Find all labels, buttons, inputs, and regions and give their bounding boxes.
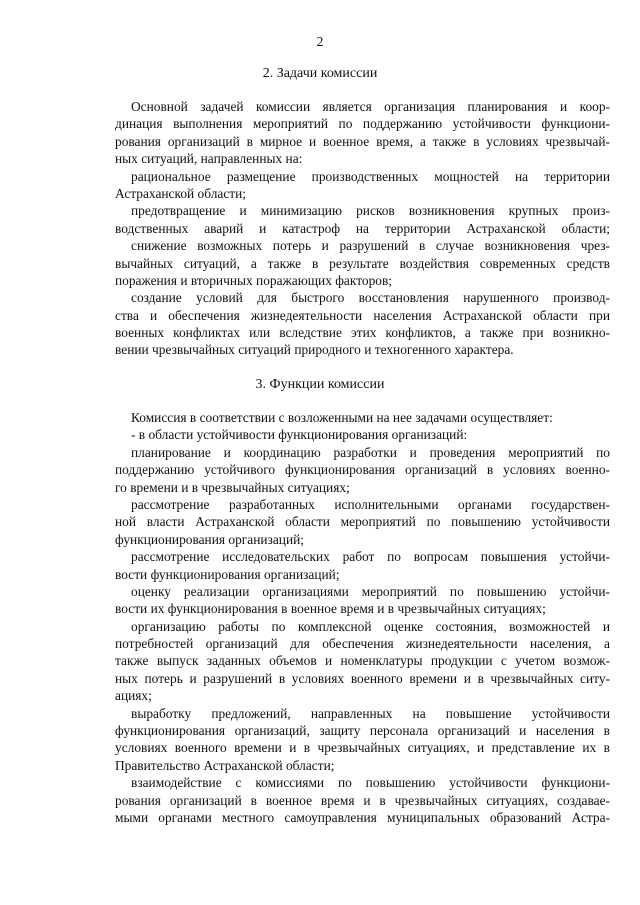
page-number: 2 — [316, 34, 324, 49]
text-line: Комиссия в соответствии с возложенными на нее задачами осуществляет: — [131, 410, 553, 425]
text-line: вычайных ситуаций, а также в результате воздействия современных средств — [115, 255, 610, 271]
text-line: водственных аварий и катастроф на территории Астраханской области; — [115, 220, 610, 236]
section-2-heading: 2. Задачи комиссии — [262, 66, 378, 81]
text-line: рассмотрение разработанных исполнительными органами государствен- — [131, 496, 610, 512]
text-line: Основной задачей комиссии является организация планирования и коор- — [131, 99, 610, 114]
text-line: потребностей организаций для обеспечения жизнедеятельности населения, а — [115, 636, 610, 652]
text-line: рассмотрение исследовательских работ по вопросам повышения устойчи- — [131, 549, 610, 565]
text-line: взаимодействие с комиссиями по повышению устойчивости функциони- — [131, 775, 610, 791]
text-line: предотвращение и минимизацию рисков возникновения крупных произ- — [131, 203, 610, 219]
text-line: динация выполнения мероприятий по поддержанию устойчивости функциони- — [115, 116, 610, 132]
text-line: рациональное размещение производственных мощностей на территории — [131, 168, 610, 184]
text-line: поддержанию устойчивого функционирования организаций в условиях военно- — [115, 462, 610, 478]
text-line: ных ситуаций, направленных на: — [115, 151, 303, 167]
text-line: рования организаций в военное время и в чрезвычайных ситуациях, создавае- — [115, 792, 610, 808]
text-line: ства и обеспечения жизнедеятельности населения Астраханской области при — [115, 307, 610, 323]
text-line: планирование и координацию разработки и проведения мероприятий по — [131, 444, 610, 460]
text-line: ной власти Астраханской области мероприятий по повышению устойчивости — [115, 514, 610, 530]
text-line: Астраханской области; — [115, 185, 247, 201]
text-line: Правительство Астраханской области; — [115, 757, 335, 773]
text-line: вости функционирования организаций; — [115, 566, 340, 582]
text-line: рования организаций в мирное и военное время, а также в условиях чрезвычай- — [115, 133, 610, 149]
text-line: вости их функционирования в военное время и в чрезвычайных ситуациях; — [115, 601, 546, 617]
text-line: функционирования организаций; — [115, 531, 304, 547]
section-3-body — [115, 409, 610, 826]
text-line: снижение возможных потерь и разрушений в случае возникновения чрез- — [131, 238, 610, 254]
text-line: также выпуск заданных объемов и номенклатуры продукции с учетом возмож- — [115, 653, 610, 669]
section-2-body — [115, 98, 610, 359]
text-line: ных потерь и разрушений в условиях военного времени и в чрезвычайных ситу- — [115, 670, 610, 686]
text-line: оценку реализации организациями мероприятий по повышению устойчи- — [131, 583, 610, 599]
text-line: организацию работы по комплексной оценке состояния, возможностей и — [131, 618, 610, 634]
text-line: функционирования организаций, защиту персонала организаций и населения в — [115, 723, 610, 739]
text-line: создание условий для быстрого восстановления нарушенного производ- — [131, 290, 610, 306]
text-line: выработку предложений, направленных на повышение устойчивости — [131, 705, 610, 721]
text-line: - в области устойчивости функционирования организаций: — [131, 427, 468, 443]
text-line: поражения и вторичных поражающих факторов; — [115, 272, 393, 288]
text-line: го времени и в чрезвычайных ситуациях; — [115, 479, 350, 495]
text-line: вении чрезвычайных ситуаций природного и техногенного характера. — [115, 342, 514, 358]
text-line: ациях; — [115, 688, 152, 704]
text-line: военных конфликтах или вследствие этих конфликтов, а также при возникно- — [115, 325, 610, 341]
section-3-heading: 3. Функции комиссии — [255, 377, 385, 392]
text-line: мыми органами местного самоуправления муниципальных образований Астра- — [115, 809, 610, 825]
text-line: условиях военного времени и в чрезвычайных ситуациях, и представление их в — [115, 740, 610, 756]
